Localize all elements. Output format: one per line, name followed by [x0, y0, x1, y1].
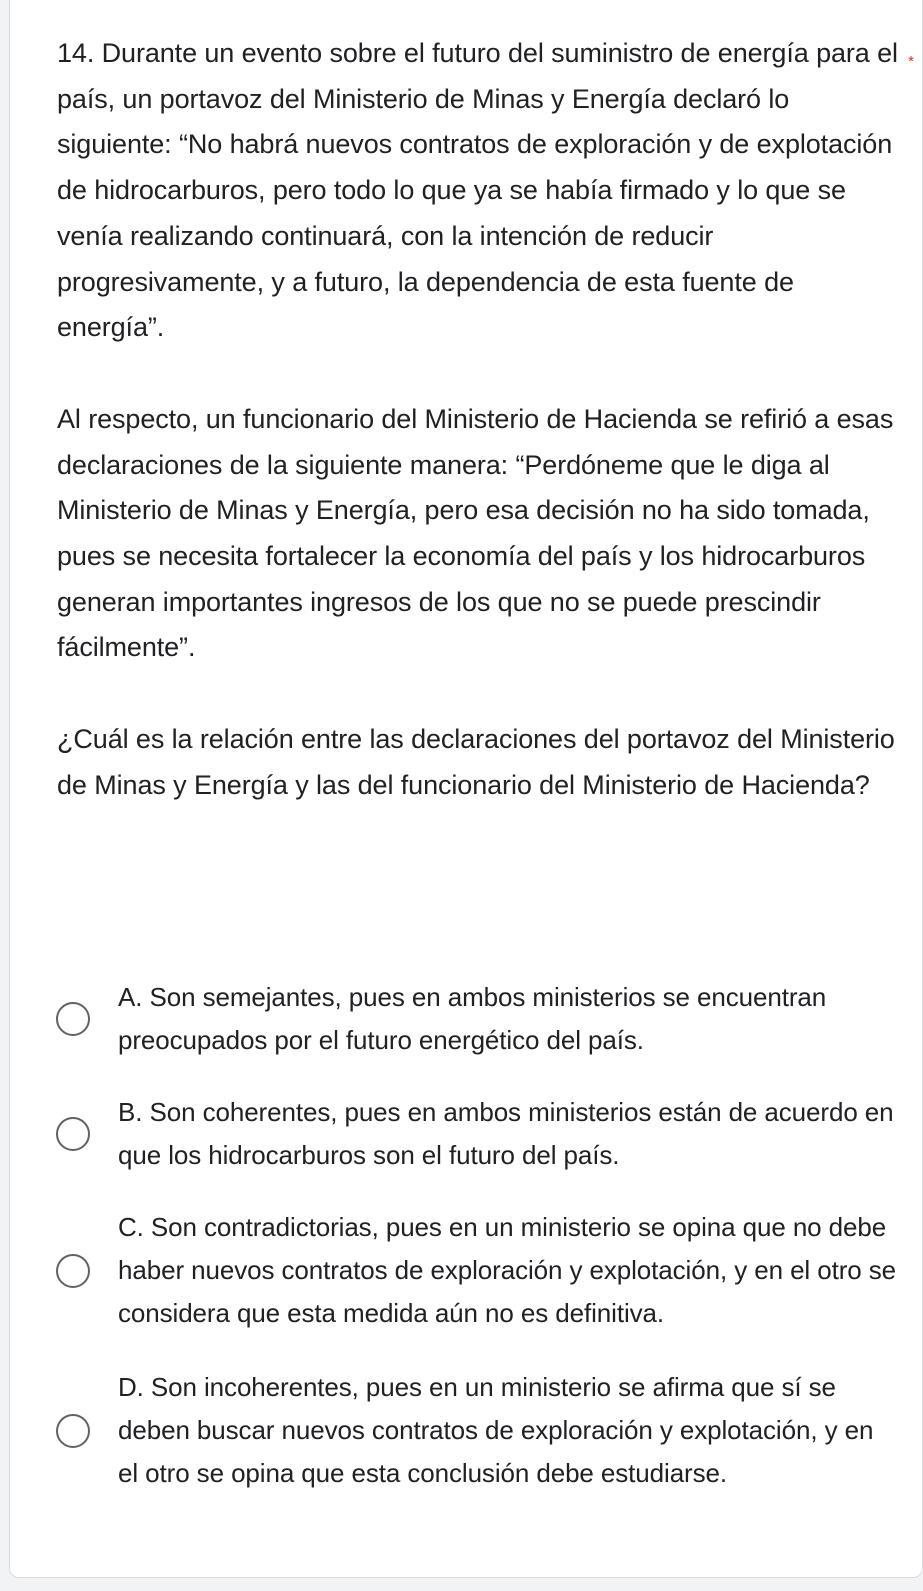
radio-button-b[interactable] [56, 1117, 90, 1151]
option-b-label: B. Son coherentes, pues en ambos ministerios están de acuerdo en que los hidrocarburos son el futuro del país. [118, 1097, 894, 1170]
question-prompt: ¿Cuál es la relación entre las declaraciones del portavoz del Ministerio de Minas y Energía y las del funcionario del Ministerio de Hacienda? [57, 724, 895, 800]
radio-button-d[interactable] [56, 1414, 90, 1448]
radio-button-c[interactable] [56, 1254, 90, 1288]
required-marker: * [908, 53, 914, 70]
question-paragraph-1: 14. Durante un evento sobre el futuro del suministro de energía para el país, un portavoz del Ministerio de Minas y Energía declaró lo siguiente: “No habrá nuevos contratos de exploración y de explotación de hidrocarburos, pero todo lo que ya se había firmado y lo que se venía realizando continuará, con la intención de reducir progresivamente, y a futuro, la dependencia de esta fuente de energía”. [57, 38, 898, 343]
question-paragraph-2: Al respecto, un funcionario del Ministerio de Hacienda se refirió a esas declaraciones de la siguiente manera: “Perdóneme que le diga al Ministerio de Minas y Energía, pero esa decisión no ha sido tomada, pues se necesita fortalecer la economía del país y los hidrocarburos generan importantes ingresos de los que no se puede prescindir fácilmente”. [57, 403, 894, 663]
option-c-label: C. Son contradictorias, pues en un ministerio se opina que no debe haber nuevos contratos de exploración y explotación, y en el otro se considera que esta medida aún no es definitiva. [118, 1212, 897, 1328]
option-a-label: A. Son semejantes, pues en ambos ministerios se encuentran preocupados por el futuro energético del país. [118, 982, 827, 1055]
option-d-label: D. Son incoherentes, pues en un ministerio se afirma que sí se deben buscar nuevos contratos de exploración y explotación, y en el otro se opina que esta conclusión debe estudiarse. [118, 1372, 874, 1488]
option-c[interactable] [56, 1206, 923, 1335]
option-b[interactable] [56, 1091, 923, 1177]
radio-button-a[interactable] [56, 1002, 90, 1036]
option-a[interactable] [56, 976, 923, 1062]
question-card [9, 0, 923, 1578]
option-d[interactable] [56, 1366, 923, 1495]
question-text [57, 31, 902, 809]
